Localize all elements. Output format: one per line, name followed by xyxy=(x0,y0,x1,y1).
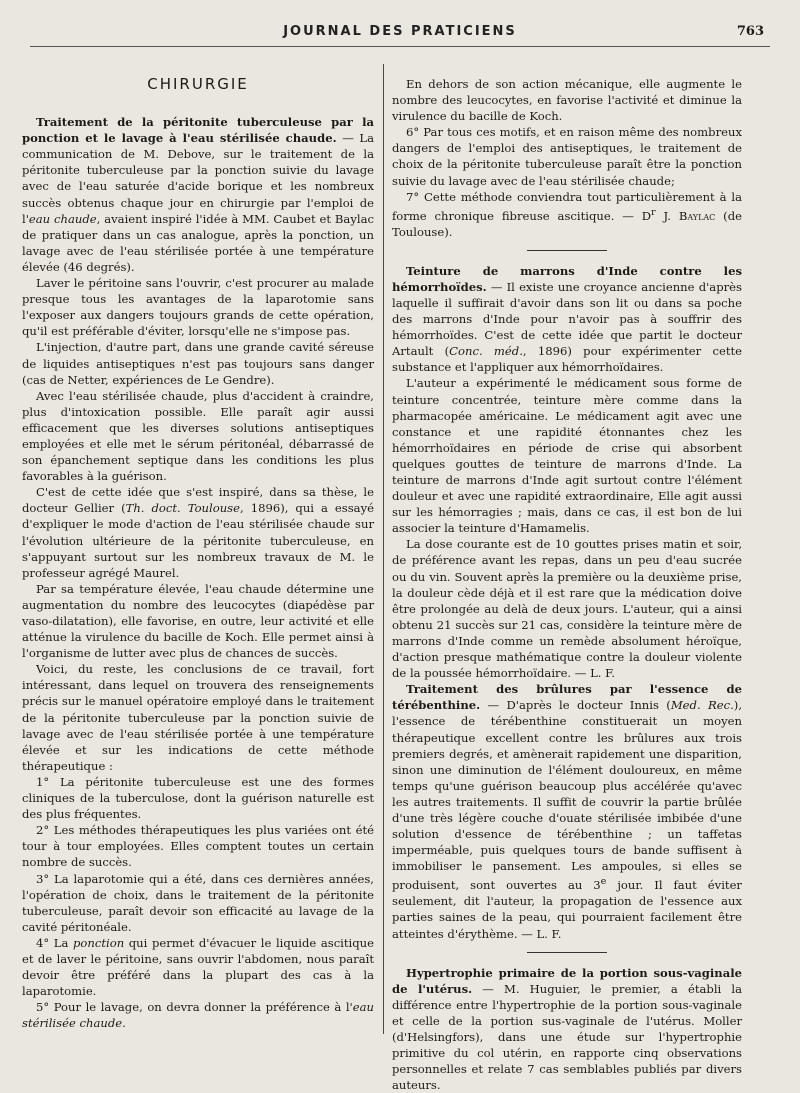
section-title: CHIRURGIE xyxy=(147,75,249,93)
italic-text: ponction xyxy=(72,935,125,950)
conclusion-item xyxy=(392,189,742,240)
page-number: 763 xyxy=(736,24,764,39)
paragraph-text: — M. Huguier, le premier, a établi la différence entre l'hypertrophie de la portion sous-vaginale et celle de la portion sus-vaginale de l'utérus. Moller (d'Helsingfors), dans une étude sur l'hypertrophie primitive du col utérin, en rapporte cinq observations personnelles et relate 7 cas semblables publiés par divers auteurs. xyxy=(392,981,742,1093)
running-title: JOURNAL DES PRATICIENS xyxy=(283,24,517,39)
paragraph-text: , 1896), qui a essayé d'expliquer le mode d'action de l'eau stérilisée chaude sur l'évolution ultérieure de la péritonite tuberculeuse, en s'appuyant surtout sur les nombreux travaux de M. le professeur agrégé Maurel. xyxy=(22,501,375,580)
conclusion-item xyxy=(22,935,374,999)
paragraph-text: C'est de cette idée que s'est inspiré, dans sa thèse, le docteur Gellier ( xyxy=(22,485,374,516)
paragraph-text: jour. Il faut éviter seulement, dit l'auteur, la propagation de l'essence aux parties saines de la peau, qui pourraient facilement être atteintes d'érythème. — L. F. xyxy=(392,878,742,941)
article-separator xyxy=(527,250,607,251)
italic-text: Conc. méd. xyxy=(449,344,523,359)
conclusion-item: 1° La péritonite tuberculeuse est une des formes cliniques de la tuberculose, dont la guérison naturelle est des plus fréquentes. xyxy=(22,774,374,822)
article-paragraph xyxy=(22,114,374,275)
paragraph-text: — Il existe une croyance ancienne d'après laquelle il suffirait d'avoir dans son lit ou dans sa poche des marrons d'Inde pour n'avoir pas à souffrir des hémorrhoïdes. C'est de cette idée que partit le docteur Artault ( xyxy=(392,279,742,359)
left-column xyxy=(22,76,374,1031)
paragraph-text: ), l'essence de térébenthine constituerait un moyen thérapeutique excellent contre les brûlures aux trois premiers degrés, et amènerait rapidement une disparition, sinon une diminution de l'élément douloureux, en même temps qu'une guérison beaucoup plus accélérée qu'avec les autres traitements. Il suffit de couvrir la partie brûlée d'une très légère couche d'ouate stérilisée imbibée d'une solution d'essence de térébenthine ; un taffetas imperméable, puis quelques tours de bande suffisent à immobiliser le pansement. Les ampoules, si elles se produisent, sont ouvertes au 3 xyxy=(392,698,743,893)
article-paragraph: Avec l'eau stérilisée chaude, plus d'accident à craindre, plus d'intoxication possible. Elle paraît agir aussi efficacement que les diverses solutions antiseptiques employées et elle met le sérum péritonéal, débarrassé de son épanchement septique dans les conditions les plus favorables à la guérison. xyxy=(22,388,374,484)
paragraph-text: , avaient inspiré l'idée à MM. Caubet et Baylac de pratiquer dans un cas analogue, après la ponction, un lavage avec de l'eau stérilisée portée à une température élevée (46 degrés). xyxy=(22,211,374,274)
article-paragraph: L'injection, d'autre part, dans une grande cavité séreuse de liquides antiseptiques n'est pas toujours sans danger (cas de Netter, expériences de Le Gendre). xyxy=(22,340,374,387)
paragraph-text: — D'après le docteur Innis ( xyxy=(480,698,671,713)
italic-text: eau stérilisée chaude. xyxy=(22,1000,374,1031)
article-paragraph xyxy=(392,965,742,1093)
article-paragraph: Laver le péritoine sans l'ouvrir, c'est procurer au malade presque tous les avantages de la laparotomie sans l'exposer aux dangers toujours grands de cette opération, qu'il est préférable d'éviter, lorsqu'elle ne s'impose pas. xyxy=(22,276,374,339)
article-paragraph xyxy=(22,484,374,581)
article-paragraph: L'auteur a expérimenté le médicament sous forme de teinture concentrée, teinture mère comme dans la pharmacopée américaine. Le médicament agit avec une constance et une rapidité étonnantes chez les hémorrhoïdaires en période de crise qui absorbent quelques gouttes de teinture de marrons d'Inde. La teinture de marrons d'Inde agit surtout contre l'élément douleur et avec une rapidité extraordinaire, Elle agit aussi sur les hémorragies ; mais, dans ce cas, il est bon de lui associer la teinture d'Hamamelis. xyxy=(392,376,742,536)
paragraph-text: 4° La xyxy=(36,935,73,950)
conclusion-item: 6° Par tous ces motifs, et en raison même des nombreux dangers de l'emploi des antiseptiques, le traitement de choix de la péritonite tuberculeuse paraît être la ponction suivie du lavage avec de l'eau stérilisée chaude; xyxy=(392,125,742,188)
paragraph-text: , 1896) pour expérimenter cette substance et l'appliquer aux hémorrhoïdaires. xyxy=(392,344,743,375)
italic-text: Med. Rec. xyxy=(670,698,734,713)
article-paragraph xyxy=(392,681,742,941)
column-divider xyxy=(383,64,384,1034)
author-signature: J. Baylac xyxy=(655,208,716,223)
italic-text: eau chaude xyxy=(28,211,97,226)
article-title: Traitement des brûlures par l'essence de térébenthine. xyxy=(392,682,742,713)
article-separator xyxy=(527,952,607,953)
italic-text: Th. doct. Toulouse xyxy=(125,501,240,516)
conclusion-item xyxy=(22,999,374,1031)
article-title: Hypertrophie primaire de la portion sous-vaginale de l'utérus. xyxy=(392,965,742,996)
page-header xyxy=(30,24,770,48)
conclusion-item: 3° La laparotomie qui a été, dans ces dernières années, l'opération de choix, dans le traitement de la péritonite tuberculeuse, paraît devoir son efficacité au lavage de la cavité péritonéale. xyxy=(22,871,374,934)
paragraph-text: 5° Pour le lavage, on devra donner la préférence à l' xyxy=(36,1000,353,1015)
paragraph-text: qui permet d'évacuer le liquide ascitique et de laver le péritoine, sans ouvrir l'abdomen, nous paraît devoir être préféré dans la plupart des cas à la laparotomie. xyxy=(22,935,375,999)
article-title: Traitement de la péritonite tuberculeuse par la ponction et le lavage à l'eau stérilisée chaude. xyxy=(22,115,374,146)
article-paragraph: Par sa température élevée, l'eau chaude détermine une augmentation du nombre des leucocytes (diapédèse par vaso-dilatation), elle favorise, en outre, leur activité et elle atténue la virulence du bacille de Koch. Elle permet ainsi à l'organisme de lutter avec plus de chances de succès. xyxy=(22,581,374,661)
paragraph-text: (de Toulouse). xyxy=(392,208,742,239)
article-paragraph: Voici, du reste, les conclusions de ce travail, fort intéressant, dans lequel on trouvera des renseignements précis sur le manuel opératoire employé dans le traitement de la péritonite tuberculeuse par la ponction suivie de lavage avec de l'eau stérilisée portée à une température élevée et sur les indications de cette méthode thérapeutique : xyxy=(22,662,374,773)
article-paragraph: En dehors de son action mécanique, elle augmente le nombre des leucocytes, en favorise l'activité et diminue la virulence du bacille de Koch. xyxy=(392,77,742,124)
right-column xyxy=(392,76,742,1093)
paragraph-text: — La communication de M. Debove, sur le traitement de la péritonite tuberculeuse par la ponction suivie du lavage avec de l'eau saturée d'acide borique et les nombreux succès obtenus chaque jour en chirurgie par l'emploi de l' xyxy=(22,131,374,226)
article-title: Teinture de marrons d'Inde contre les hémorrhoïdes. xyxy=(392,263,742,294)
superscript: e xyxy=(600,876,607,888)
conclusion-item: 2° Les méthodes thérapeutiques les plus variées ont été tour à tour employées. Elles comptent toutes un certain nombre de succès. xyxy=(22,823,374,870)
header-rule xyxy=(30,46,770,47)
article-paragraph xyxy=(392,263,742,376)
article-paragraph: La dose courante est de 10 gouttes prises matin et soir, de préférence avant les repas, dans un peu d'eau sucrée ou du vin. Souvent après la première ou la deuxième prise, la douleur cède déjà et il est rare que la médication doive être prolongée au delà de deux jours. L'auteur, qui a ainsi obtenu 21 succès sur 21 cas, considère la teinture mère de marrons d'Inde comme un remède absolument héroïque, d'action presque mathématique contre la douleur violente de la poussée hémorrhoïdaire. — L. F. xyxy=(392,537,742,681)
paragraph-text: 7° Cette méthode conviendra tout particulièrement à la forme chronique fibreuse ascitique. — D xyxy=(392,189,742,223)
superscript: r xyxy=(651,206,656,218)
